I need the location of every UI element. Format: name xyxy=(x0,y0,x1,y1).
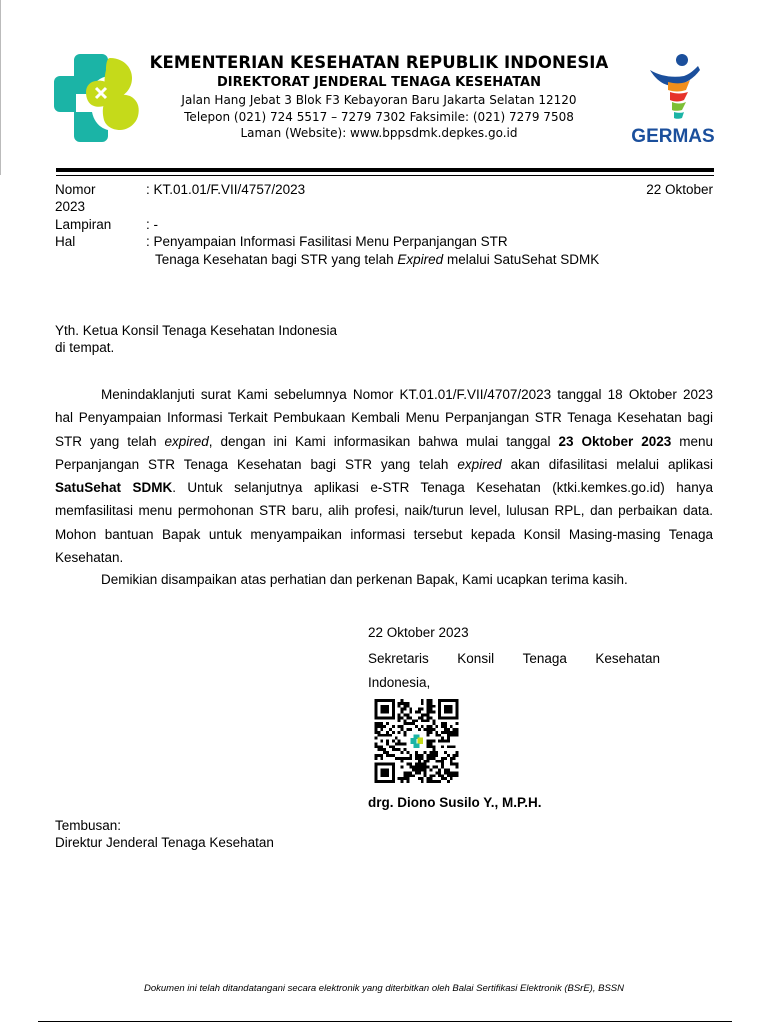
hal-line-2-text: Tenaga Kesehatan bagi STR yang telah xyxy=(155,252,398,267)
address-line: Jalan Hang Jebat 3 Blok F3 Kebayoran Baru Jakarta Selatan 12120 xyxy=(181,93,577,107)
esign-footer-note: Dokumen ini telah ditandatangani secara elektronik yang diterbitkan oleh Balai Sertifikasi Elektronik (BSrE), BSSN xyxy=(144,983,624,994)
signature-title-line-1 xyxy=(368,647,660,671)
signatory-name: drg. Diono Susilo Y., M.P.H. xyxy=(368,795,542,810)
title-word-3: Tenaga xyxy=(522,651,567,666)
ministry-name: KEMENTERIAN KESEHATAN REPUBLIK INDONESIA xyxy=(149,53,609,72)
signature-title xyxy=(368,647,660,694)
closing-sentence: Demikian disampaikan atas perhatian dan perkenan Bapak, Kami ucapkan terima kasih. xyxy=(101,572,628,587)
qr-finder-pattern xyxy=(375,699,395,719)
page-edge-line xyxy=(0,0,1,175)
letter-date: 22 Oktober xyxy=(646,182,713,197)
body-bold-date: 23 Oktober 2023 xyxy=(558,433,672,449)
signature-date: 22 Oktober 2023 xyxy=(368,625,469,640)
body-text-b: , dengan ini Kami informasikan bahwa mulai tanggal xyxy=(208,433,559,449)
footer-rule xyxy=(38,1021,732,1022)
recipient-line-2: di tempat. xyxy=(55,340,115,355)
recipient-line-1: Yth. Ketua Konsil Tenaga Kesehatan Indonesia xyxy=(55,323,337,338)
hal-expired-italic: Expired xyxy=(397,252,444,267)
body-italic-expired-1: expired xyxy=(164,433,209,449)
germas-logo-icon xyxy=(628,52,718,148)
letterhead-text xyxy=(140,52,618,142)
body-text-d: akan difasilitasi melalui aplikasi xyxy=(501,456,714,472)
qr-finder-pattern xyxy=(375,763,395,783)
header-rule-thick xyxy=(56,168,714,172)
header-rule-thin xyxy=(56,175,714,176)
signature-title-line-2: Indonesia, xyxy=(368,674,431,690)
title-word-1: Sekretaris xyxy=(368,651,429,666)
website-line: Laman (Website): www.bppsdmk.depkes.go.id xyxy=(240,126,518,140)
kemenkes-logo-icon xyxy=(52,52,142,144)
body-text-a: Menindaklanjuti surat Kami sebelumnya Nomor KT.01.01/F.VII/4707/2023 tanggal 18 Oktober 2023 hal Penyampaian Informasi Terkait Pembukaan Kembali Menu Perpanjangan STR Tenaga Kesehatan bagi STR yang telah xyxy=(55,387,713,449)
title-word-4: Kesehatan xyxy=(595,651,660,666)
recipient-block xyxy=(55,322,337,356)
hal-line-2-tail: melalui SatuSehat SDMK xyxy=(443,252,600,267)
hal-line-1: : Penyampaian Informasi Fasilitasi Menu Perpanjangan STR xyxy=(146,234,508,249)
body-italic-expired-2: expired xyxy=(457,456,502,472)
title-word-2: Konsil xyxy=(457,651,495,666)
germas-label: GERMAS xyxy=(631,126,715,147)
body-text-e: . Untuk selanjutnya aplikasi e-STR Tenaga Kesehatan (ktki.kemkes.go.id) hanya memfasilitasi menu permohonan STR baru, alih profesi, naik/turun level, lulusan RPL, dan perbaikan data. Mohon bantuan Bapak untuk menyampaikan informasi tersebut kepada Konsil Masing-masing Tenaga Kesehatan. xyxy=(55,480,713,566)
body-text-c: menu Perpanjangan STR Tenaga Kesehatan bagi STR yang telah xyxy=(55,433,713,472)
cc-block xyxy=(55,818,274,851)
qr-code-icon[interactable] xyxy=(372,699,461,783)
directorate-name: DIREKTORAT JENDERAL TENAGA KESEHATAN xyxy=(217,75,541,90)
qr-finder-pattern xyxy=(438,699,458,719)
letter-year: 2023 xyxy=(55,199,86,214)
lampiran-label: Lampiran xyxy=(55,217,112,232)
cc-line-1: Direktur Jenderal Tenaga Kesehatan xyxy=(55,834,274,850)
nomor-value: : KT.01.01/F.VII/4757/2023 xyxy=(146,182,306,197)
body-paragraph xyxy=(55,383,713,569)
lampiran-value: : - xyxy=(146,217,158,232)
hal-label: Hal xyxy=(55,234,76,249)
cc-label: Tembusan: xyxy=(55,818,122,833)
body-bold-app: SatuSehat SDMK xyxy=(55,480,173,496)
nomor-label: Nomor xyxy=(55,182,96,197)
phone-fax-line: Telepon (021) 724 5517 – 7279 7302 Faksimile: (021) 7279 7508 xyxy=(184,109,574,124)
letter-body xyxy=(55,383,713,569)
hal-line-2 xyxy=(155,251,599,268)
qr-center-logo xyxy=(406,731,426,751)
